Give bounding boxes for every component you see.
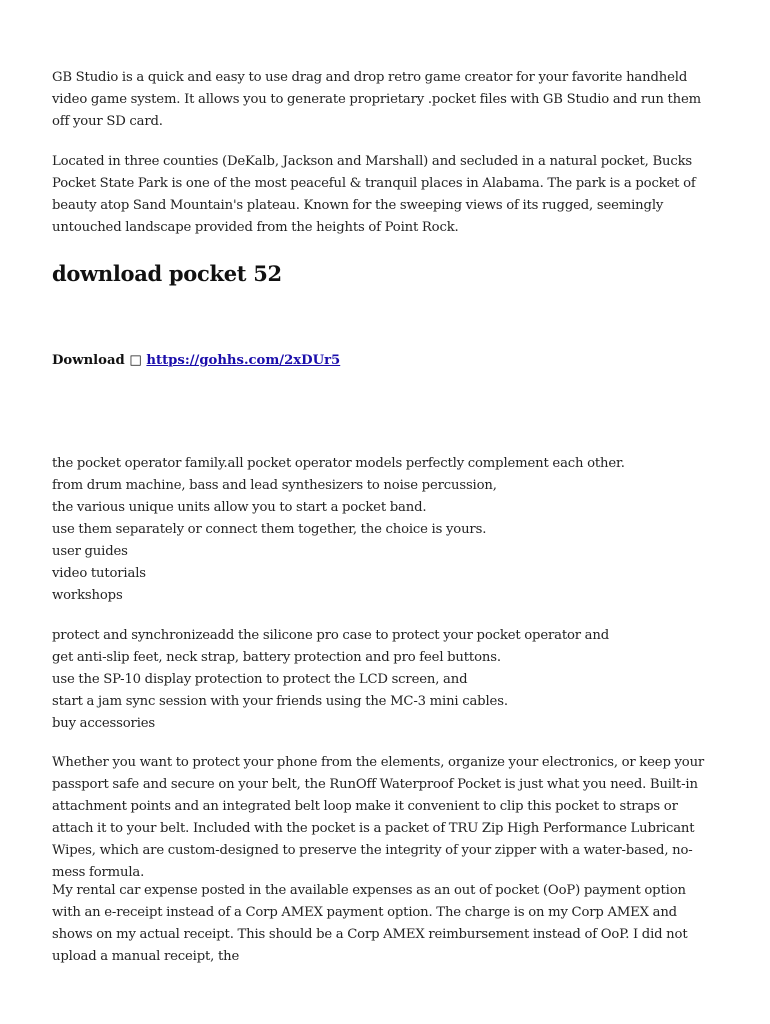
rental-car-paragraph: My rental car expense posted in the available expenses as an out of pocket (OoP) payment option with an e-receipt instead of a Corp AMEX payment option. The charge is on my Corp AMEX and shows on my actual receipt. This should be a Corp AMEX reimbursement instead of OoP. I did not upload a manual receipt, the — [52, 883, 688, 964]
list-item: the pocket operator family.all pocket operator models perfectly complement each other. — [52, 456, 625, 471]
download-label: Download — [52, 353, 125, 368]
list-item: video tutorials — [52, 566, 146, 581]
download-line — [52, 350, 340, 372]
runoff-pocket-paragraph: Whether you want to protect your phone from the elements, organize your electronics, or keep your passport safe and secure on your belt, the RunOff Waterproof Pocket is just what you need. Built-in attachment points and an integrated belt loop make it convenient to clip this pocket to straps or attach it to your belt. Included with the pocket is a packet of TRU Zip High Performance Lubricant Wipes, which are custom-designed to preserve the integrity of your zipper with a water-based, no-mess formula. — [52, 755, 705, 880]
intro-paragraph-gb-studio: GB Studio is a quick and easy to use drag and drop retro game creator for your favorite handheld video game system. It allows you to generate proprietary .pocket files with GB Studio and run them off your SD card. — [52, 70, 702, 129]
list-item: user guides — [52, 544, 128, 559]
page-heading: download pocket 52 — [52, 261, 282, 286]
runoff-pocket-paragraph-wrap — [52, 752, 718, 884]
list-item: use the SP-10 display protection to protect the LCD screen, and — [52, 672, 468, 687]
list-item: from drum machine, bass and lead synthesizers to noise percussion, — [52, 478, 497, 493]
rental-car-paragraph-wrap — [52, 880, 718, 968]
download-link[interactable]: https://gohhs.com/2xDUr5 — [146, 353, 341, 368]
list-item: get anti-slip feet, neck strap, battery protection and pro feel buttons. — [52, 650, 501, 665]
list-item: workshops — [52, 588, 123, 603]
document-page — [52, 67, 718, 964]
list-item: buy accessories — [52, 716, 156, 731]
pocket-operator-list — [52, 453, 718, 607]
list-item: start a jam sync session with your friends using the MC-3 mini cables. — [52, 694, 508, 709]
list-item: protect and synchronizeadd the silicone pro case to protect your pocket operator and — [52, 628, 610, 643]
box-glyph-icon: □ — [129, 353, 142, 368]
list-item: use them separately or connect them together, the choice is yours. — [52, 522, 487, 537]
intro-paragraph-bucks-pocket: Located in three counties (DeKalb, Jackson and Marshall) and secluded in a natural pocket, Bucks Pocket State Park is one of the most peaceful & tranquil places in Alabama. The park is a pocket of beauty atop Sand Mountain's plateau. Known for the sweeping views of its rugged, seemingly untouched landscape provided from the heights of Point Rock. — [52, 154, 696, 235]
list-item: the various unique units allow you to start a pocket band. — [52, 500, 427, 515]
accessories-list — [52, 625, 718, 735]
